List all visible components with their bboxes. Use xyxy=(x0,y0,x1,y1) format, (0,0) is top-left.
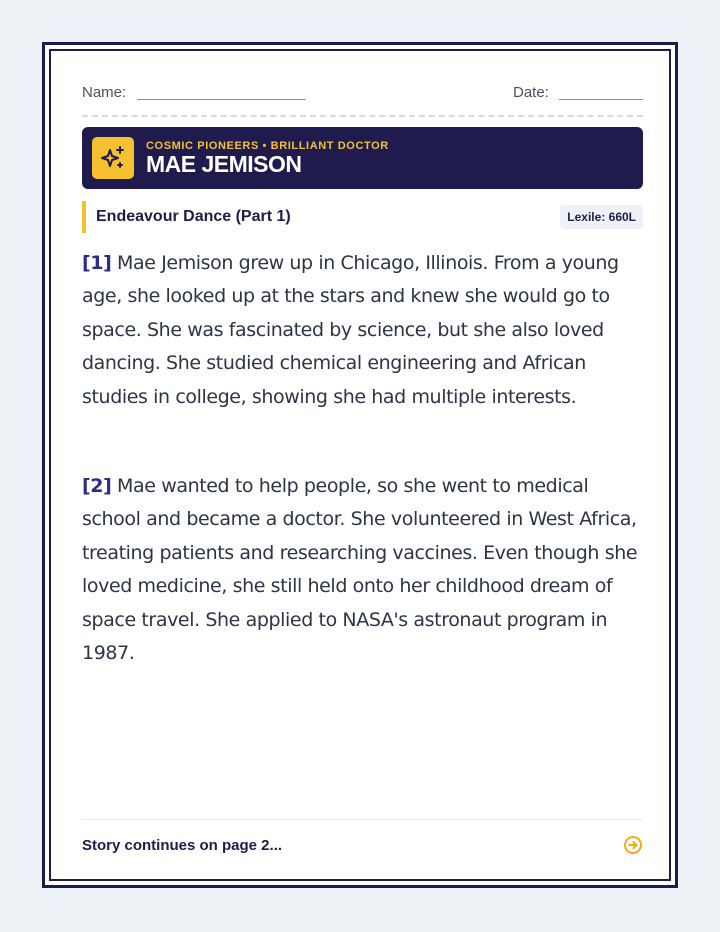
name-label: Name: xyxy=(82,84,127,101)
section-accent-bar xyxy=(82,201,86,233)
paragraph-text: Mae Jemison grew up in Chicago, Illinois. From a young age, she looked up at the stars and knew she would go to space. She was fascinated by science, but she also loved dancing. She studied chemical engineering and African studies in college, showing she had multiple interests. xyxy=(82,252,619,408)
banner-title: MAE JEMISON xyxy=(146,151,302,177)
date-field[interactable] xyxy=(559,99,643,100)
section-title: Endeavour Dance (Part 1) xyxy=(96,208,291,225)
worksheet-page xyxy=(42,42,678,888)
paragraph-2 xyxy=(82,470,643,670)
footer-divider xyxy=(82,819,643,820)
paragraph-1 xyxy=(82,247,643,414)
continue-note: Story continues on page 2... xyxy=(82,837,283,854)
date-label: Date: xyxy=(513,84,549,101)
paragraph-number: [2] xyxy=(82,475,112,497)
banner-kicker: COSMIC PIONEERS • BRILLIANT DOCTOR xyxy=(146,140,389,152)
worksheet-content xyxy=(82,51,643,879)
header-divider xyxy=(82,115,643,117)
lexile-badge: Lexile: 660L xyxy=(560,205,643,229)
paragraph-number: [1] xyxy=(82,252,112,274)
arrow-circle-right-icon[interactable] xyxy=(623,835,643,855)
page-border xyxy=(49,49,671,881)
paragraph-text: Mae wanted to help people, so she went to medical school and became a doctor. She volunteered in West Africa, treating patients and researching vaccines. Even though she loved medicine, she still held onto her childhood dream of space travel. She applied to NASA's astronaut program in 1987. xyxy=(82,475,638,665)
name-field[interactable] xyxy=(137,99,306,100)
sparkles-icon xyxy=(92,137,134,179)
section-heading xyxy=(82,201,643,233)
name-date-line xyxy=(82,79,643,103)
title-banner xyxy=(82,127,643,189)
